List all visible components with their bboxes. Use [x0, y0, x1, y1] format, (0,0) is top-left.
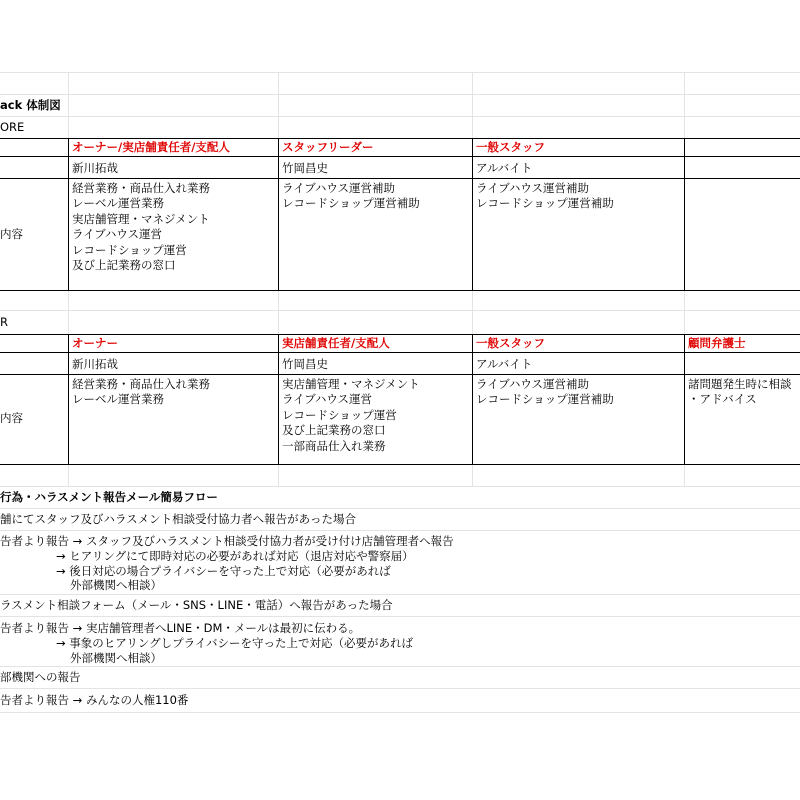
table2-border [0, 464, 800, 465]
table1-border [684, 138, 685, 290]
flow-title: 行為・ハラスメント報告メール簡易フロー [0, 490, 218, 504]
gridline [684, 72, 685, 138]
page-title: ack 体制図 [0, 98, 61, 112]
flow-case3-heading: 部機関への報告 [0, 670, 81, 684]
gridline [68, 464, 69, 486]
flow-case3-line1: 告者より報告 → みんなの人権110番 [0, 693, 189, 707]
flow-case1-line3: → 後日対応の場合プライバシーを守った上で対応（必要があれば [56, 564, 391, 578]
table1-border [0, 178, 800, 179]
gridline [472, 72, 473, 138]
store-label: ORE [0, 120, 25, 134]
gridline [0, 94, 800, 95]
table1-border [0, 290, 800, 291]
gridline [0, 508, 800, 509]
table1-header-general-staff: 一般スタッフ [476, 140, 545, 154]
table1-border [68, 138, 69, 290]
gridline [278, 72, 279, 138]
table2-name-store-manager: 竹岡昌史 [282, 357, 328, 371]
table2-name-owner: 新川拓哉 [72, 357, 118, 371]
flow-case2-line2: → 事象のヒアリングしプライバシーを守った上で対応（必要があれば [56, 636, 414, 650]
table1-duties-owner: 経営業務・商品仕入れ業務 レーベル運営業務 実店舗管理・マネジメント ライブハウス運営 レコードショップ運営 及び上記業務の窓口 [72, 181, 210, 273]
table1-name-staff-leader: 竹岡昌史 [282, 161, 328, 175]
gridline [0, 486, 800, 487]
table1-border [472, 138, 473, 290]
table2-border [472, 334, 473, 464]
gridline [68, 290, 69, 334]
table1-header-staff-leader: スタッフリーダー [282, 140, 374, 154]
gridline [0, 530, 800, 531]
table2-name-general-staff: アルバイト [476, 357, 533, 371]
gridline [68, 72, 69, 138]
flow-case1-line2: → ヒアリングにて即時対応の必要があれば対応（退店対応や警察届） [56, 549, 414, 563]
gridline [0, 616, 800, 617]
gridline [0, 688, 800, 689]
flow-case1-line4: 外部機関へ相談） [70, 578, 162, 592]
gridline [0, 310, 800, 311]
flow-case1-heading: 舗にてスタッフ及びハラスメント相談受付協力者へ報告があった場合 [0, 512, 357, 526]
table2-duties-general-staff: ライブハウス運営補助 レコードショップ運営補助 [476, 377, 614, 407]
gridline [0, 594, 800, 595]
table1-row-label: 内容 [0, 227, 23, 241]
table1-duties-general-staff: ライブハウス運営補助 レコードショップ運営補助 [476, 181, 614, 211]
gridline [278, 464, 279, 486]
table1-border [0, 138, 800, 139]
flow-case1-line1: 告者より報告 → スタッフ及びハラスメント相談受付協力者が受け付け店舗管理者へ報告 [0, 534, 454, 548]
gridline [0, 116, 800, 117]
table2-header-store-manager: 実店舗責任者/支配人 [282, 336, 390, 350]
table2-header-owner: オーナー [72, 336, 118, 350]
table2-border [684, 334, 685, 464]
gridline [684, 290, 685, 334]
table2-border [278, 334, 279, 464]
table1-border [0, 156, 800, 157]
table2-duties-owner: 経営業務・商品仕入れ業務 レーベル運営業務 [72, 377, 210, 407]
gridline [0, 72, 800, 73]
table1-header-owner: オーナー/実店舗責任者/支配人 [72, 140, 230, 154]
table1-name-general-staff: アルバイト [476, 161, 533, 175]
table2-border [0, 374, 800, 375]
table2-duties-lawyer: 諸問題発生時に相談 ・アドバイス [688, 377, 792, 407]
table2-header-general-staff: 一般スタッフ [476, 336, 545, 350]
table2-duties-store-manager: 実店舗管理・マネジメント ライブハウス運営 レコードショップ運営 及び上記業務の窓口 一部商品仕入れ業務 [282, 377, 420, 453]
table2-header-lawyer: 顧問弁護士 [688, 336, 746, 350]
flow-case2-line3: 外部機関へ相談） [70, 651, 162, 665]
flow-case2-heading: ラスメント相談フォーム（メール・SNS・LINE・電話）へ報告があった場合 [0, 598, 393, 612]
table2-border [0, 352, 800, 353]
gridline [0, 712, 800, 713]
gridline [472, 464, 473, 486]
gridline [684, 464, 685, 486]
gridline [472, 290, 473, 334]
gridline [0, 666, 800, 667]
gridline [278, 290, 279, 334]
table2-row-label: 内容 [0, 411, 23, 425]
table2-border [0, 334, 800, 335]
flow-case2-line1: 告者より報告 → 実店舗管理者へLINE・DM・メールは最初に伝わる。 [0, 621, 361, 635]
table1-border [278, 138, 279, 290]
table2-border [68, 334, 69, 464]
table1-duties-staff-leader: ライブハウス運営補助 レコードショップ運営補助 [282, 181, 420, 211]
section2-label: R [0, 315, 8, 329]
table1-name-owner: 新川拓哉 [72, 161, 118, 175]
